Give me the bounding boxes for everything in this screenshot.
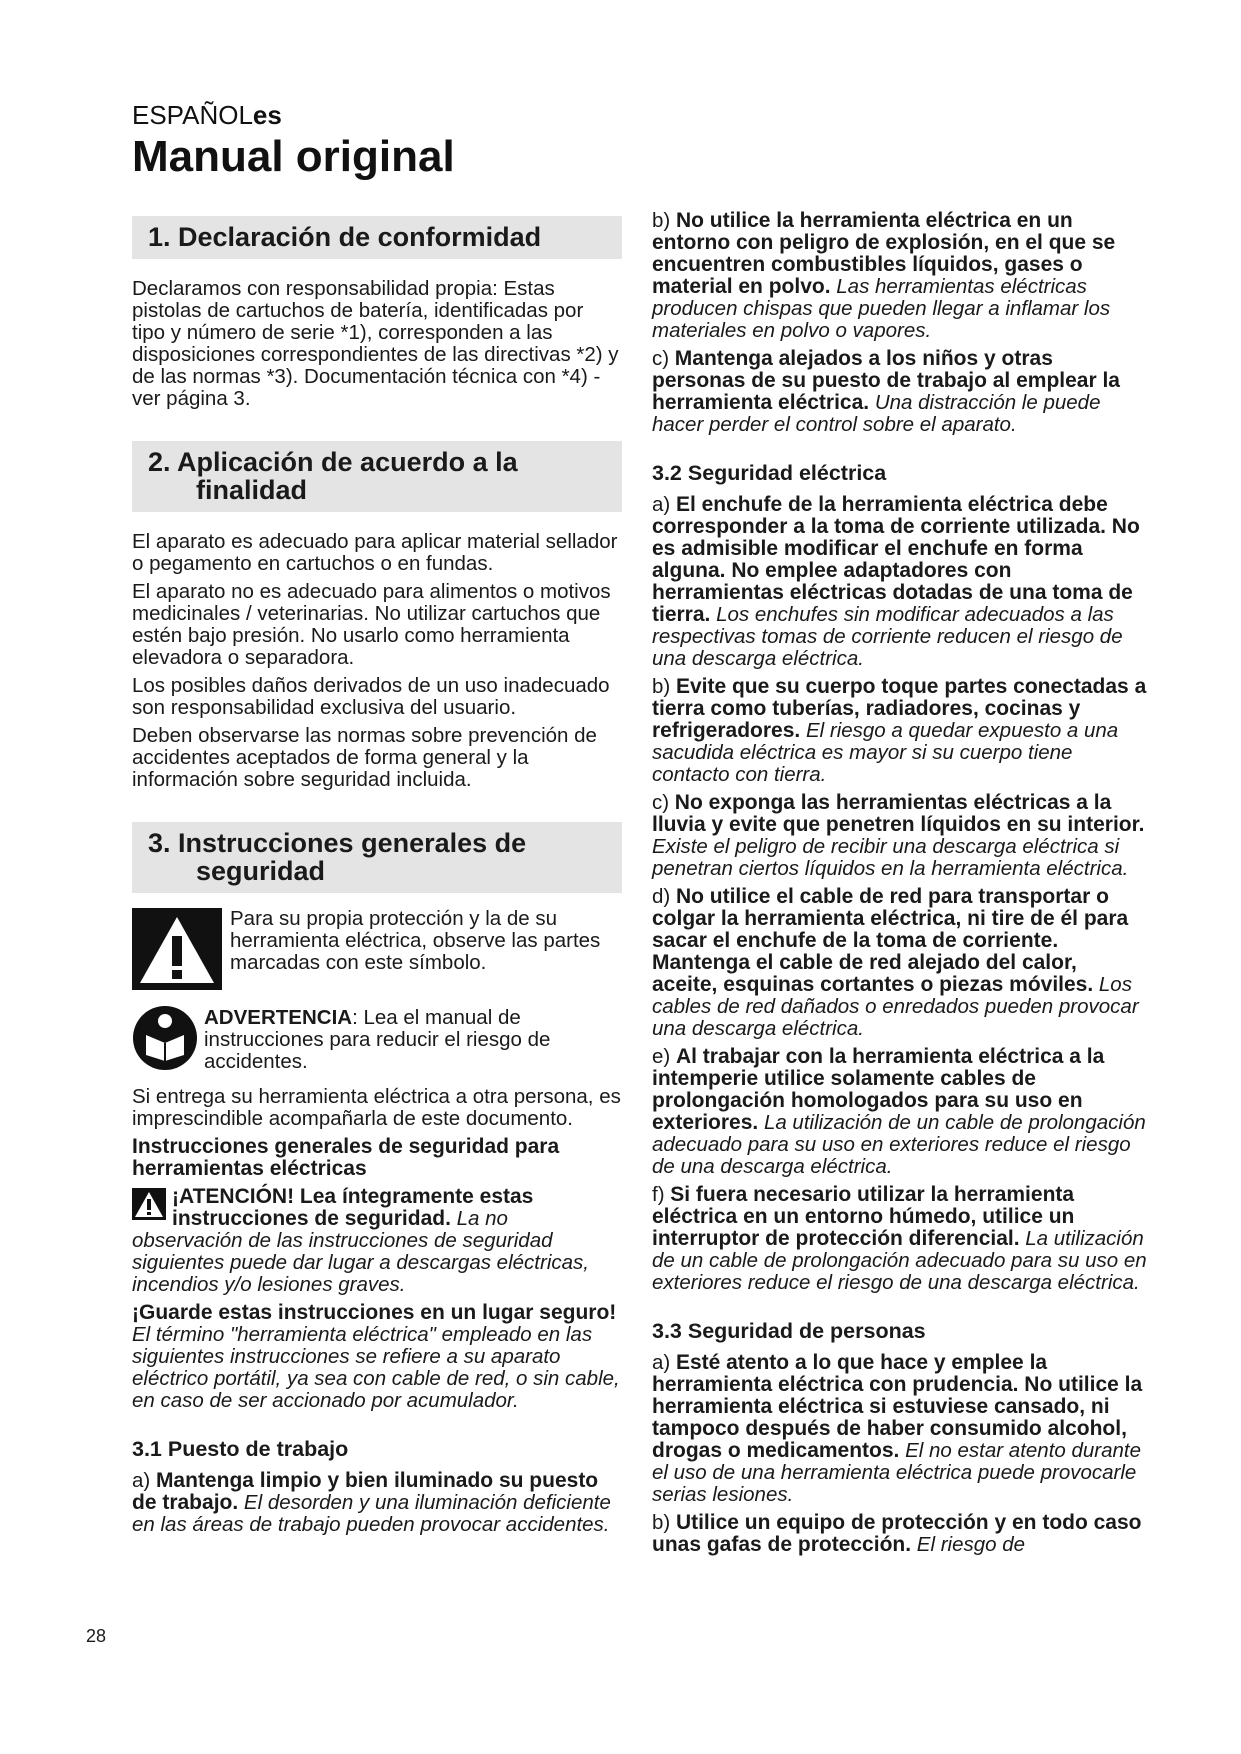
left-column <box>132 216 622 1542</box>
section-3-2-a: a) El enchufe de la herramienta eléctrica debe corresponder a la toma de corriente utilizada. No es admisible modificar el enchufe en forma alguna. No emplee adaptadores con herramientas eléctricas dotadas de una toma de tierra. Los enchufes sin modificar adecuados a las respectivas tomas de corriente reducen el riesgo de una descarga eléctrica. <box>652 493 1140 670</box>
guarde-paragraph: ¡Guarde estas instrucciones en un lugar seguro! El término "herramienta eléctrica" empleado en las siguientes instrucciones se refiere a su aparato eléctrico portátil, ya sea con cable de red, o sin cable, en caso de ser accionado por acumulador. <box>132 1301 620 1412</box>
small-warning-icon <box>132 1188 166 1225</box>
section-1-text: Declaramos con responsabilidad propia: Estas pistolas de cartuchos de batería, identificadas por tipo y número de serie *1), corresponden a las disposiciones correspondientes de las directivas *2) y de las normas *3). Documentación técnica con *4) - ver página 3. <box>132 277 619 410</box>
section-3-3-heading: 3.3 Seguridad de personas <box>652 1319 926 1343</box>
section-3-1-b: b) No utilice la herramienta eléctrica en un entorno con peligro de explosión, en el que se encuentren combustibles líquidos, gases o material en polvo. Las herramientas eléctricas producen chispas que pueden llegar a inflamar los materiales en polvo o vapores. <box>652 209 1116 342</box>
right-column <box>652 210 1148 1562</box>
language-label: ESPAÑOLes <box>132 100 282 130</box>
warning-symbol-note <box>132 908 622 995</box>
read-manual-icon <box>132 1005 198 1076</box>
section-2-p3: Los posibles daños derivados de un uso inadecuado son responsabilidad exclusiva del usuario. <box>132 674 610 719</box>
section-3-1-c: c) Mantenga alejados a los niños y otras personas de su puesto de trabajo al emplear la herramienta eléctrica. Una distracción le puede hacer perder el control sobre el aparato. <box>652 347 1120 436</box>
section-3-3-b: b) Utilice un equipo de protección y en todo caso unas gafas de protección. El riesgo de <box>652 1511 1142 1556</box>
section-3-1-a: a) Mantenga limpio y bien iluminado su puesto de trabajo. El desorden y una iluminación deficiente en las áreas de trabajo pueden provocar accidentes. <box>132 1469 611 1536</box>
section-3-heading: 3. Instrucciones generales de seguridad <box>132 822 622 893</box>
section-2-p2: El aparato no es adecuado para alimentos o motivos medicinales / veterinarias. No utilizar cartuchos que estén bajo presión. No usarlo como herramienta elevadora o separadora. <box>132 580 611 669</box>
section-3-2-e: e) Al trabajar con la herramienta eléctrica a la intemperie utilice solamente cables de prolongación homologados para su uso en exteriores. La utilización de un cable de prolongación adecuado para su uso en exteriores reduce el riesgo de una descarga eléctrica. <box>652 1045 1146 1178</box>
page-title: Manual original <box>132 132 455 181</box>
section-1-heading: 1. Declaración de conformidad <box>132 216 622 259</box>
section-3-1-heading: 3.1 Puesto de trabajo <box>132 1437 349 1461</box>
section-3-2-heading: 3.2 Seguridad eléctrica <box>652 461 887 485</box>
advertencia-text: ADVERTENCIA: Lea el manual de instrucciones para reducir el riesgo de accidentes. <box>204 1006 551 1073</box>
warning-triangle-icon <box>132 908 222 995</box>
advertencia-note <box>132 1005 622 1076</box>
atencion-paragraph: ¡ATENCIÓN! Lea íntegramente estas instrucciones de seguridad. La no observación de las instrucciones de seguridad siguientes puede dar lugar a descargas eléctricas, incendios y/o lesiones graves. <box>132 1185 589 1296</box>
section-3-2-d: d) No utilice el cable de red para transportar o colgar la herramienta eléctrica, ni tire de él para sacar el enchufe de la toma de corriente. Mantenga el cable de red alejado del calor, aceite, esquinas cortantes o piezas móviles. Los cables de red dañados o enredados pueden provocar una descarga eléctrica. <box>652 885 1139 1040</box>
section-2-p4: Deben observarse las normas sobre prevención de accidentes aceptados de forma general y la información sobre seguridad incluida. <box>132 724 597 791</box>
section-2-heading: 2. Aplicación de acuerdo a la finalidad <box>132 441 622 512</box>
page-number: 28 <box>86 1626 107 1646</box>
section-3-2-c: c) No exponga las herramientas eléctricas a la lluvia y evite que penetren líquidos en su interior. Existe el peligro de recibir una descarga eléctrica si penetran ciertos líquidos en la herramienta eléctrica. <box>652 791 1145 880</box>
section-3-2-f: f) Si fuera necesario utilizar la herramienta eléctrica en un entorno húmedo, utilice un interruptor de protección diferencial. La utilización de un cable de prolongación adecuado para su uso en exteriores reduce el riesgo de una descarga eléctrica. <box>652 1183 1147 1294</box>
handover-text: Si entrega su herramienta eléctrica a otra persona, es imprescindible acompañarla de este documento. <box>132 1085 621 1130</box>
warning-symbol-text: Para su propia protección y la de su herramienta eléctrica, observe las partes marcadas con este símbolo. <box>230 907 601 974</box>
section-3-3-a: a) Esté atento a lo que hace y emplee la herramienta eléctrica con prudencia. No utilice la herramienta eléctrica si estuviese cansado, ni tampoco después de haber consumido alcohol, drogas o medicamentos. El no estar atento durante el uso de una herramienta eléctrica puede provocarle serias lesiones. <box>652 1351 1143 1506</box>
general-safety-heading: Instrucciones generales de seguridad para herramientas eléctricas <box>132 1135 560 1180</box>
section-3-2-b: b) Evite que su cuerpo toque partes conectadas a tierra como tuberías, radiadores, cocinas y refrigeradores. El riesgo a quedar expuesto a una sacudida eléctrica es mayor si su cuerpo tiene contacto con tierra. <box>652 675 1147 786</box>
section-2-p1: El aparato es adecuado para aplicar material sellador o pegamento en cartuchos o en fundas. <box>132 530 618 575</box>
